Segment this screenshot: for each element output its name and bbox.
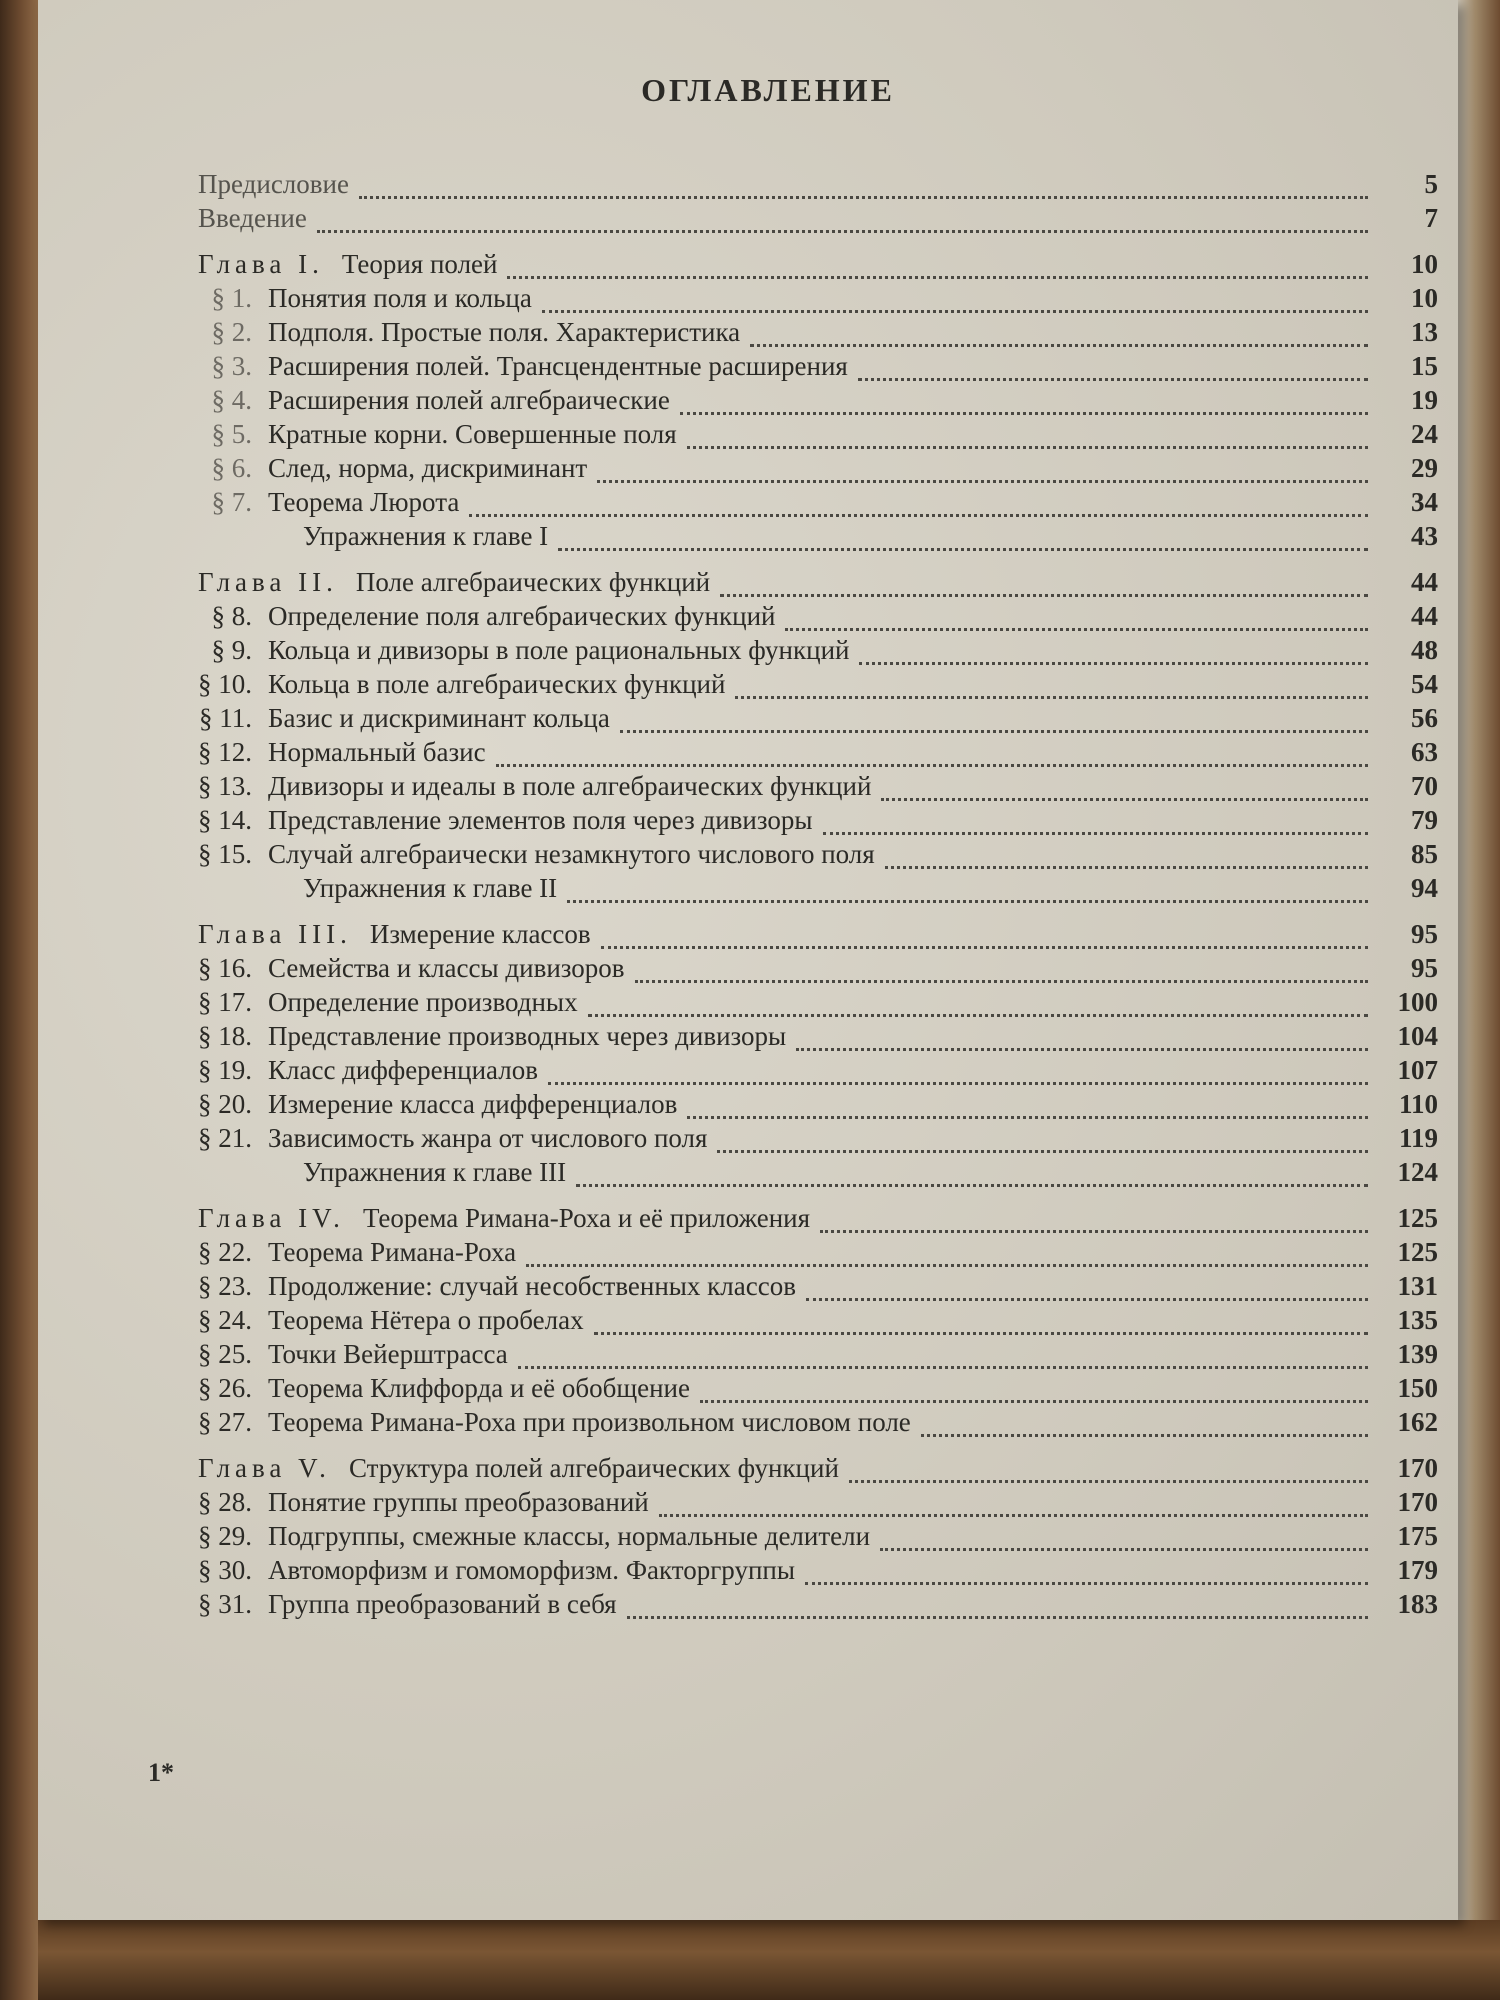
section-title: Представление производных через дивизоры [268, 1021, 787, 1051]
section-title: Кольца в поле алгебраических функций [268, 669, 726, 699]
toc-entry-front-matter[interactable] [98, 203, 1438, 237]
section-title: Расширения полей. Трансцендентные расширения [268, 351, 848, 381]
page-number: 56 [1411, 703, 1438, 733]
section-number: § 26. [198, 1373, 252, 1403]
book-cover-edge [38, 1920, 1500, 2000]
toc-section[interactable] [98, 1487, 1438, 1521]
section-number: § 25. [198, 1339, 252, 1369]
section-number: § 24. [198, 1305, 252, 1335]
leader-dots [785, 614, 1368, 631]
section-title: Точки Вейерштрасса [268, 1339, 508, 1369]
page-number: 13 [1411, 317, 1438, 347]
chapter-number: Глава II. [198, 567, 338, 597]
section-title: Зависимость жанра от числового поля [268, 1123, 708, 1153]
toc-section[interactable] [98, 283, 1438, 317]
toc-section[interactable] [98, 317, 1438, 351]
leader-dots [620, 716, 1368, 733]
toc-exercises[interactable] [98, 521, 1438, 555]
section-title: Нормальный базис [268, 737, 486, 767]
section-title: Подгруппы, смежные классы, нормальные делители [268, 1521, 871, 1551]
leader-dots [627, 1602, 1368, 1619]
page-number: 124 [1397, 1157, 1438, 1187]
entry-title: Предисловие [198, 169, 349, 199]
section-number: § 31. [198, 1589, 252, 1619]
toc-section[interactable] [98, 1407, 1438, 1441]
section-number: § 1. [211, 283, 252, 313]
leader-dots [820, 1216, 1368, 1233]
toc-section[interactable] [98, 1339, 1438, 1373]
section-number: § 5. [211, 419, 252, 449]
exercises-title: Упражнения к главе II [303, 873, 558, 903]
toc-exercises[interactable] [98, 873, 1438, 907]
page-number: 179 [1397, 1555, 1438, 1585]
toc-section[interactable] [98, 601, 1438, 635]
leader-dots [526, 1250, 1368, 1267]
leader-dots [796, 1034, 1368, 1051]
exercises-title: Упражнения к главе I [303, 521, 549, 551]
leader-dots [597, 466, 1368, 483]
leader-dots [717, 1136, 1368, 1153]
page-number: 135 [1397, 1305, 1438, 1335]
leader-dots [317, 216, 1368, 233]
page-number: 131 [1397, 1271, 1438, 1301]
section-title: Определение производных [268, 987, 578, 1017]
leader-dots [469, 500, 1368, 517]
toc-section[interactable] [98, 987, 1438, 1021]
toc-heading: ОГЛАВЛЕНИЕ [641, 72, 895, 108]
leader-dots [518, 1352, 1368, 1369]
chapter-number: Глава V. [198, 1453, 331, 1483]
toc-section[interactable] [98, 1123, 1438, 1157]
page-number: 125 [1397, 1203, 1438, 1233]
toc-chapter[interactable] [98, 1203, 1438, 1237]
toc-chapter[interactable] [98, 567, 1438, 601]
section-number: § 15. [198, 839, 252, 869]
section-title: Случай алгебраически незамкнутого числового поля [268, 839, 875, 869]
page-number: 119 [1398, 1123, 1438, 1153]
book-binding [0, 0, 38, 2000]
toc-section[interactable] [98, 385, 1438, 419]
leader-dots [507, 262, 1368, 279]
page-number: 95 [1411, 919, 1438, 949]
page-number: 44 [1411, 601, 1438, 631]
page-number: 34 [1411, 487, 1438, 517]
page-number: 95 [1411, 953, 1438, 983]
page-number: 5 [1424, 169, 1438, 199]
leader-dots [548, 1068, 1368, 1085]
toc-section[interactable] [98, 635, 1438, 669]
section-number: § 6. [211, 453, 252, 483]
toc-body [98, 169, 1438, 1623]
page-number: 43 [1411, 521, 1438, 551]
leader-dots [659, 1500, 1368, 1517]
page-number: 54 [1411, 669, 1438, 699]
page-number: 175 [1397, 1521, 1438, 1551]
page-number: 10 [1411, 249, 1438, 279]
section-title: Представление элементов поля через дивизоры [268, 805, 813, 835]
section-title: Продолжение: случай несобственных классов [268, 1271, 796, 1301]
section-number: § 16. [198, 953, 252, 983]
page-number: 48 [1411, 635, 1438, 665]
page-number: 44 [1411, 567, 1438, 597]
chapter-number: Глава I. [198, 249, 324, 279]
toc-chapter[interactable] [98, 1453, 1438, 1487]
section-number: § 12. [198, 737, 252, 767]
leader-dots [594, 1318, 1368, 1335]
leader-dots [601, 932, 1368, 949]
section-title: Кольца и дивизоры в поле рациональных функций [268, 635, 850, 665]
section-title: Теорема Римана-Роха [268, 1237, 517, 1267]
toc-section[interactable] [98, 839, 1438, 873]
page-number: 15 [1411, 351, 1438, 381]
leader-dots [881, 784, 1368, 801]
toc-section[interactable] [98, 351, 1438, 385]
page-number: 7 [1424, 203, 1438, 233]
toc-section[interactable] [98, 1373, 1438, 1407]
leader-dots [735, 682, 1368, 699]
section-title: Подполя. Простые поля. Характеристика [268, 317, 741, 347]
section-number: § 18. [198, 1021, 252, 1051]
section-title: Измерение класса дифференциалов [268, 1089, 678, 1119]
page-number: 107 [1397, 1055, 1438, 1085]
section-number: § 27. [198, 1407, 252, 1437]
section-title: Понятия поля и кольца [268, 283, 532, 313]
leader-dots [588, 1000, 1368, 1017]
exercises-title: Упражнения к главе III [303, 1157, 567, 1187]
section-number: § 28. [198, 1487, 252, 1517]
section-number: § 30. [198, 1555, 252, 1585]
page-number: 104 [1397, 1021, 1438, 1051]
section-title: Кратные корни. Совершенные поля [268, 419, 677, 449]
section-number: § 23. [198, 1271, 252, 1301]
toc-section[interactable] [98, 453, 1438, 487]
leader-dots [921, 1420, 1368, 1437]
toc-section[interactable] [98, 419, 1438, 453]
section-title: Дивизоры и идеалы в поле алгебраических функций [268, 771, 872, 801]
leader-dots [576, 1170, 1368, 1187]
toc-section[interactable] [98, 1271, 1438, 1305]
leader-dots [635, 966, 1368, 983]
leader-dots [687, 432, 1368, 449]
leader-dots [750, 330, 1368, 347]
page-number: 63 [1411, 737, 1438, 767]
leader-dots [720, 580, 1368, 597]
page-number: 170 [1397, 1487, 1438, 1517]
leader-dots [687, 1102, 1368, 1119]
toc-chapter[interactable] [98, 249, 1438, 283]
leader-dots [567, 886, 1368, 903]
leader-dots [849, 1466, 1368, 1483]
leader-dots [805, 1568, 1368, 1585]
toc-section[interactable] [98, 1237, 1438, 1271]
section-title: Класс дифференциалов [268, 1055, 538, 1085]
toc-section[interactable] [98, 805, 1438, 839]
toc-section[interactable] [98, 703, 1438, 737]
toc-section[interactable] [98, 1055, 1438, 1089]
leader-dots [542, 296, 1368, 313]
section-number: § 7. [211, 487, 252, 517]
toc-section[interactable] [98, 669, 1438, 703]
section-number: § 19. [198, 1055, 252, 1085]
leader-dots [859, 648, 1368, 665]
chapter-title: Поле алгебраических функций [355, 567, 711, 597]
leader-dots [880, 1534, 1368, 1551]
page-number: 79 [1411, 805, 1438, 835]
section-title: След, норма, дискриминант [268, 453, 588, 483]
section-number: § 9. [211, 635, 252, 665]
toc-section[interactable] [98, 1089, 1438, 1123]
toc-section[interactable] [98, 487, 1438, 521]
toc-entry-front-matter[interactable] [98, 169, 1438, 203]
table-of-contents [98, 50, 1438, 1623]
page-number: 125 [1397, 1237, 1438, 1267]
page-number: 170 [1397, 1453, 1438, 1483]
chapter-title: Измерение классов [369, 919, 591, 949]
page-number: 19 [1411, 385, 1438, 415]
page-number: 100 [1397, 987, 1438, 1017]
section-number: § 29. [198, 1521, 252, 1551]
section-number: § 4. [211, 385, 252, 415]
section-number: § 22. [198, 1237, 252, 1267]
entry-title: Введение [198, 203, 307, 233]
chapter-title: Теория полей [341, 249, 498, 279]
section-title: Семейства и классы дивизоров [268, 953, 625, 983]
toc-section[interactable] [98, 1589, 1438, 1623]
leader-dots [823, 818, 1368, 835]
section-number: § 13. [198, 771, 252, 801]
leader-dots [558, 534, 1368, 551]
toc-chapter[interactable] [98, 919, 1438, 953]
signature-mark: 1* [148, 1758, 174, 1787]
section-number: § 20. [198, 1089, 252, 1119]
section-number: § 2. [211, 317, 252, 347]
toc-section[interactable] [98, 771, 1438, 805]
page-number: 94 [1411, 873, 1438, 903]
section-number: § 11. [199, 703, 252, 733]
page-number: 70 [1411, 771, 1438, 801]
page-number: 10 [1411, 283, 1438, 313]
section-number: § 21. [198, 1123, 252, 1153]
leader-dots [700, 1386, 1368, 1403]
page-number: 162 [1397, 1407, 1438, 1437]
leader-dots [806, 1284, 1368, 1301]
page-number: 150 [1397, 1373, 1438, 1403]
page-number: 139 [1397, 1339, 1438, 1369]
page-number: 85 [1411, 839, 1438, 869]
toc-section[interactable] [98, 737, 1438, 771]
toc-section[interactable] [98, 953, 1438, 987]
page-number: 110 [1398, 1089, 1438, 1119]
section-number: § 3. [211, 351, 252, 381]
page-number: 24 [1411, 419, 1438, 449]
page-stack-edge [1458, 0, 1500, 1920]
toc-section[interactable] [98, 1555, 1438, 1589]
section-title: Понятие группы преобразований [268, 1487, 649, 1517]
book-page [38, 0, 1458, 1920]
toc-section[interactable] [98, 1521, 1438, 1555]
section-title: Теорема Римана-Роха при произвольном числовом поле [268, 1407, 911, 1437]
section-number: § 10. [198, 669, 252, 699]
section-title: Автоморфизм и гомоморфизм. Факторгруппы [268, 1555, 795, 1585]
chapter-title: Теорема Римана-Роха и её приложения [362, 1203, 811, 1233]
section-title: Теорема Нётера о пробелах [268, 1305, 584, 1335]
section-number: § 14. [198, 805, 252, 835]
section-title: Расширения полей алгебраические [268, 385, 670, 415]
section-number: § 8. [211, 601, 252, 631]
section-title: Базис и дискриминант кольца [268, 703, 610, 733]
chapter-title: Структура полей алгебраических функций [348, 1453, 839, 1483]
leader-dots [496, 750, 1368, 767]
toc-exercises[interactable] [98, 1157, 1438, 1191]
toc-section[interactable] [98, 1021, 1438, 1055]
section-title: Теорема Клиффорда и её обобщение [268, 1373, 690, 1403]
page-number: 183 [1397, 1589, 1438, 1619]
leader-dots [680, 398, 1368, 415]
leader-dots [858, 364, 1368, 381]
toc-section[interactable] [98, 1305, 1438, 1339]
chapter-number: Глава IV. [198, 1203, 345, 1233]
section-number: § 17. [198, 987, 252, 1017]
chapter-number: Глава III. [198, 919, 352, 949]
section-title: Определение поля алгебраических функций [268, 601, 776, 631]
section-title: Теорема Люрота [268, 487, 460, 517]
section-title: Группа преобразований в себя [268, 1589, 617, 1619]
page-number: 29 [1411, 453, 1438, 483]
leader-dots [885, 852, 1368, 869]
leader-dots [359, 182, 1368, 199]
